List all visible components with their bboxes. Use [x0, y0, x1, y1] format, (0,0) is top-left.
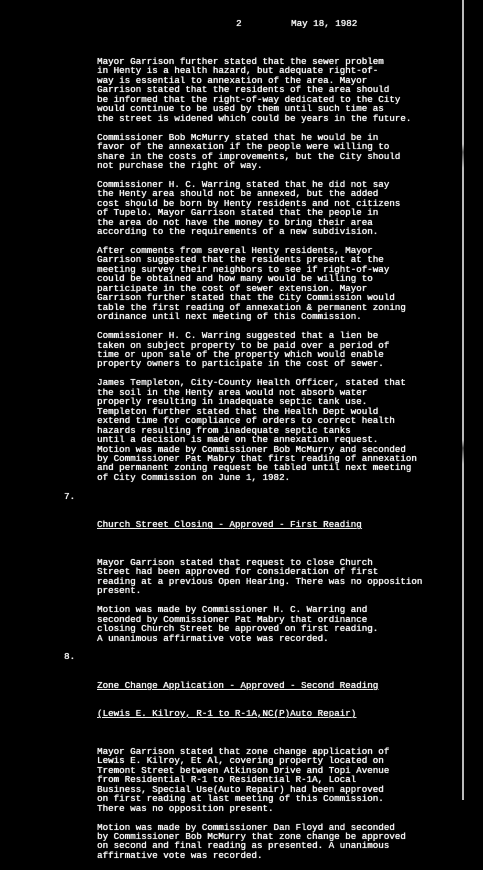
paragraph-lien-suggestion: Commissioner H. C. Warring suggested that a lien be taken on subject property to be paid over a period of time or upon sale of the property which would enable property owners to participate in the cost of sewer.	[97, 330, 390, 370]
paragraph-resident-comments: After comments from several Henty residents, Mayor Garrison suggested that the residents present at the meeting survey their neighbors to see if right-of-way could be obtained and how many would be willing to participate in the cost of sewer extension. Mayor Garrison further stated that the City Commission would table the first reading of annexation & permanent zoning ordinance until next meeting of this Commission.	[97, 245, 406, 323]
agenda-item-title: Zone Change Application - Approved - Second Reading	[97, 679, 379, 691]
agenda-item-8-heading	[64, 651, 437, 737]
agenda-item-subtitle: (Lewis E. Kilroy, R-1 to R-1A,NC(P)Auto Repair)	[97, 708, 357, 720]
paragraph-church-street-motion: Motion was made by Commissioner H. C. Warring and seconded by Commissioner Pat Mabry that ordinance closing Church Street be approved on first reading. A unanimous affirmative vote was recorded.	[97, 604, 379, 644]
page-number: 2	[236, 18, 242, 29]
agenda-item-number: 7.	[64, 490, 76, 502]
paragraph-zone-change-application: Mayor Garrison stated that zone change application of Lewis E. Kilroy, Et Al, covering property located on Tremont Street between Atkinson Drive and Topi Avenue from Residential R-1 to Residential R-1A, Local Business, Special Use(Auto Repair) had been approved on first reading at last meeting of this Commission. There was no opposition present.	[97, 745, 390, 814]
paragraph-mcmurry-statement: Commissioner Bob McMurry stated that he would be in favor of the annexation if the people were willing to share in the costs of improvements, but the City should not purchase the right of way.	[97, 131, 401, 171]
paragraph-sewer-hazard: Mayor Garrison further stated that the sewer problem in Henty is a health hazard, but adequate right-of- way is essential to annexation of the area. Mayor Garrison stated that the residents of the area should be informed that the right-of-way dedicated to the City would continue to be used by them until such time as the street is widened which could be years in the future.	[97, 56, 412, 124]
agenda-item-number: 8.	[64, 651, 76, 663]
paragraph-zone-change-motion: Motion was made by Commissioner Dan Floyd and seconded by Commissioner Bob McMurry that zone change be approved on second and final reading as presented. A unanimous affirmative vote was recorded.	[97, 821, 406, 861]
paragraph-health-officer-motion: James Templeton, City-County Health Officer, stated that the soil in the Henty area would not absorb water properly resulting in inadequate septic tank use. Templeton further stated that the Health Dept would extend time for compliance of orders to correct health hazards resulting from inadequate septic tanks until a decision is made on the annexation request. Motion was made by Commissioner Bob McMurry and seconded by Commissioner Pat Mabry that first reading of annexation and permanent zoning request be tabled until next meeting of City Commission on June 1, 1982.	[97, 377, 417, 483]
agenda-item-title: Church Street Closing - Approved - First Reading	[97, 519, 362, 531]
scan-edge-line	[462, 0, 464, 800]
agenda-item-7-heading	[64, 490, 437, 549]
document-date: May 18, 1982	[291, 18, 358, 29]
paragraph-warring-statement: Commissioner H. C. Warring stated that he did not say the Henty area should not be annexed, but the added cost should be born by Henty residents and not citizens of Tupelo. Mayor Garrison stated that the people in the area do not have the money to bring their area according to the requirements of a new subdivision.	[97, 178, 401, 238]
paragraph-church-street-request: Mayor Garrison stated that request to close Church Street had been approved for consideration of first reading at a previous Open Hearing. There was no opposition present.	[97, 556, 423, 597]
minutes-body	[64, 56, 437, 870]
